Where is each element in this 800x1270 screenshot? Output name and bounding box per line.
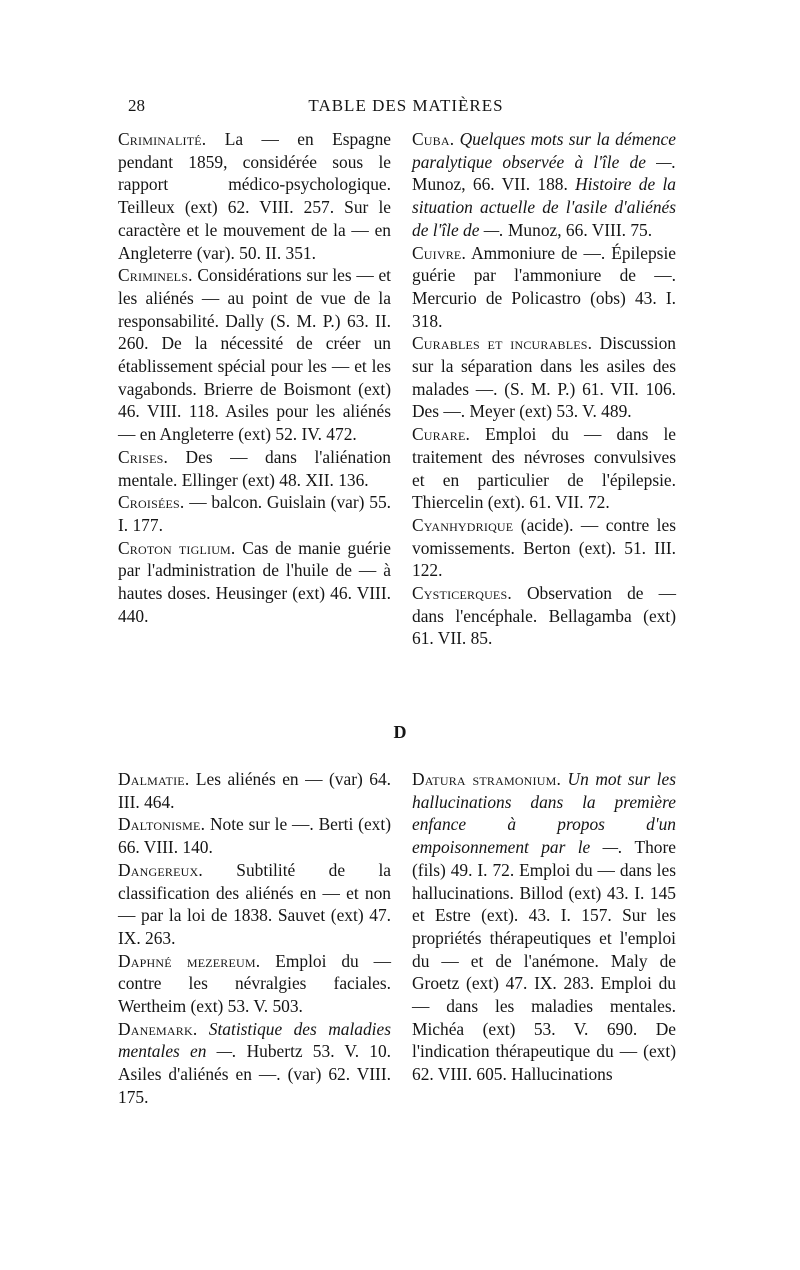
entry-italic-title: Statistique des maladies mentales en —. [118, 1018, 391, 1062]
page-title: TABLE DES MATIÈRES [308, 96, 504, 115]
entry-headword: Datura stramonium. [412, 769, 562, 789]
entry-text: Hubertz 53. V. 10. Asiles d'aliénés en —. (var) 62. VIII. 175. [118, 1041, 391, 1107]
entry-headword: Crises. [118, 446, 169, 467]
index-entry [118, 264, 391, 446]
entry-italic-title: Un mot sur les hallucinations dans la première enfance à propos d'un empoisonnement par le —. [412, 769, 676, 858]
entry-text: (acide). — contre les vomissements. Berton (ext). 51. III. 122. [412, 514, 676, 581]
entry-text: Emploi du — dans le traitement des névroses convulsives et en particulier de l'épilepsie. Thiercelin (ext). 61. VII. 72. [412, 424, 676, 513]
entry-text: Considérations sur les — et les aliénés — au point de vue de la responsabilité. Dally (S. M. P.) 63. II. 260. De la nécessité de créer un établissement spécial pour les — et les vagabonds. Brierre de Boismont (ext) 46. VIII. 118. Asiles pour les aliénés — en Angleterre (ext) 52. IV. 472. [118, 265, 391, 445]
entry-text: Ammoniure de —. Épilepsie guérie par l'ammoniure de —. Mercurio de Policastro (obs) 43. I. 318. [412, 242, 676, 331]
index-entry [118, 859, 391, 950]
section-d-right-column [412, 768, 676, 1086]
entry-headword: Cuba. [412, 129, 455, 149]
entry-text: Observation de — dans l'encéphale. Bellagamba (ext) 61. VII. 85. [412, 583, 676, 649]
entry-text: Munoz, 66. VII. 188. [412, 174, 576, 195]
index-entry [412, 514, 676, 582]
entry-italic-title: Quelques mots sur la démence paralytique observée à l'île de —. [412, 129, 676, 172]
entry-text: Discussion sur la séparation dans les asiles des malades —. (S. M. P.) 61. VII. 106. Des —. Meyer (ext) 53. V. 489. [412, 333, 676, 422]
running-header [128, 96, 684, 118]
entry-text [197, 1019, 208, 1039]
entry-headword: Daltonisme. [118, 814, 206, 835]
index-entry [412, 242, 676, 333]
section-letter-heading: D [393, 722, 407, 742]
entry-headword: Dalmatie. [118, 769, 190, 789]
entry-headword: Criminalité. [118, 129, 207, 149]
entry-headword: Curables et incurables. [412, 333, 593, 354]
entry-text: Subtilité de la classification des aliénés en — et non — par la loi de 1838. Sauvet (ext) 47. IX. 263. [118, 859, 391, 948]
entry-text: Des — dans l'aliénation mentale. Ellinger (ext) 48. XII. 136. [118, 446, 391, 490]
entry-italic-title: Histoire de la situation actuelle de l'asile d'aliénés de l'île de —. [412, 174, 676, 240]
section-c-left-column [118, 128, 391, 627]
index-entry [118, 537, 391, 628]
index-entry [118, 813, 391, 858]
entry-text: Cas de manie guérie par l'administration de l'huile de — à hautes doses. Heusinger (ext) 46. VIII. 440. [118, 537, 391, 626]
index-entry [412, 582, 676, 650]
entry-headword: Daphné mezereum. [118, 950, 261, 971]
entry-headword: Cysticerques. [412, 583, 512, 604]
index-entry [118, 491, 391, 536]
index-entry [118, 128, 391, 264]
entry-headword: Croton tiglium. [118, 537, 236, 558]
entry-headword: Croisées. [118, 492, 185, 513]
index-entry [412, 768, 676, 1086]
index-entry [412, 423, 676, 514]
index-entry [118, 1018, 391, 1109]
section-d-left-column [118, 768, 391, 1109]
entry-headword: Criminels. [118, 265, 193, 286]
entry-text: Les aliénés en — (var) 64. III. 464. [118, 769, 391, 812]
entry-text: Munoz, 66. VIII. 75. [503, 219, 653, 240]
entry-headword: Curare. [412, 424, 471, 445]
page-number: 28 [128, 96, 145, 115]
entry-headword: Cyanhydrique [412, 514, 514, 535]
entry-text: Note sur le —. Berti (ext) 66. VIII. 140. [118, 814, 391, 858]
index-entry [118, 768, 391, 813]
index-entry [412, 332, 676, 423]
entry-text: Thore (fils) 49. I. 72. Emploi du — dans les hallucinations. Billod (ext) 43. I. 145 et Estre (ext). 43. I. 157. Sur les propriétés thérapeutiques et l'emploi du — et de l'anémone. Maly de Groetz (ext) 47. IX. 283. Emploi du — dans les maladies mentales. Michéa (ext) 53. V. 690. De l'indication thérapeutique du — (ext) 62. VIII. 605. Hallucinations [412, 837, 676, 1085]
entry-headword: Cuivre. [412, 242, 467, 263]
entry-headword: Danemark. [118, 1018, 198, 1039]
index-entry [118, 950, 391, 1018]
entry-text: La — en Espagne pendant 1859, considérée sous le rapport médico-psychologique. Teilleux (ext) 62. VIII. 257. Sur le caractère et le mouvement de la — en Angleterre (var). 50. II. 351. [118, 129, 391, 263]
index-entry [412, 128, 676, 242]
entry-text: — balcon. Guislain (var) 55. I. 177. [118, 492, 391, 535]
index-entry [118, 446, 391, 491]
entry-headword: Dangereux. [118, 859, 203, 880]
section-c-right-column [412, 128, 676, 650]
entry-text: Emploi du — contre les névralgies faciales. Wertheim (ext) 53. V. 503. [118, 950, 392, 1017]
